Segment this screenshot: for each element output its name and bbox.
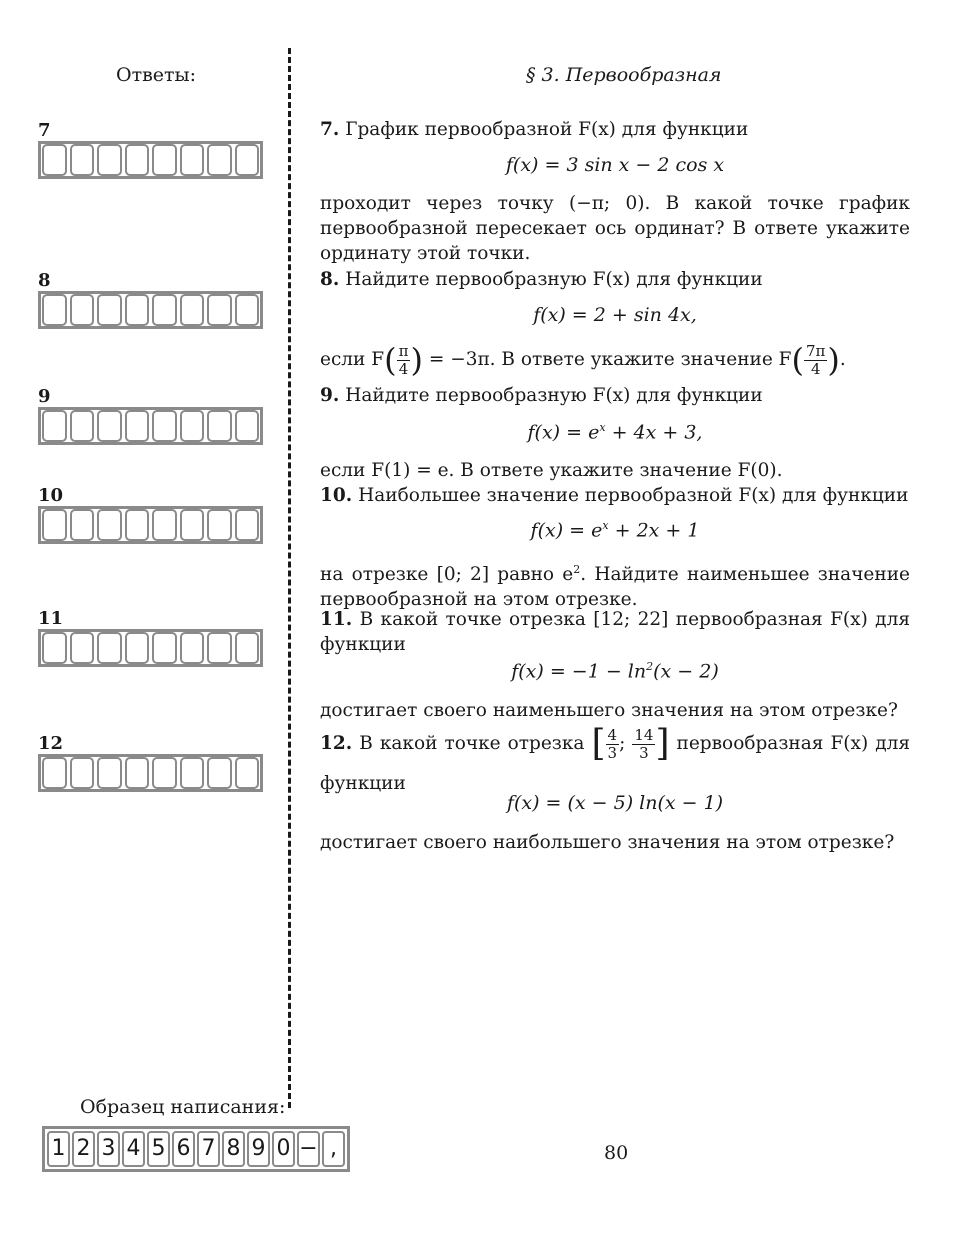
answer-number: 8: [38, 270, 51, 291]
answer-cell[interactable]: [70, 509, 95, 541]
answer-cell[interactable]: [152, 144, 177, 176]
formula-sup: x: [602, 519, 609, 532]
answer-cell[interactable]: [125, 294, 150, 326]
formula-sup: 2: [573, 563, 581, 576]
problem-9-body: если F(1) = e. В ответе укажите значение F(0).: [320, 460, 783, 481]
answer-cell[interactable]: [42, 294, 67, 326]
answer-cell[interactable]: [180, 294, 205, 326]
answer-cell[interactable]: [70, 144, 95, 176]
sample-digits: [42, 1126, 350, 1172]
answer-cells[interactable]: [38, 629, 263, 667]
sample-char: 2: [72, 1131, 95, 1167]
problem-11-formula: [320, 660, 910, 682]
sample-char: 1: [47, 1131, 70, 1167]
denominator: 4: [810, 359, 821, 378]
problem-12-body: достигает своего наибольшего значения на этом отрезке?: [320, 832, 895, 853]
problem-text: .: [839, 349, 846, 370]
problem-number: 10.: [320, 485, 353, 506]
section-title: § 3. Первообразная: [526, 64, 722, 86]
right-paren: ): [410, 341, 423, 379]
sample-char: 0: [272, 1131, 295, 1167]
answer-cell[interactable]: [207, 757, 232, 789]
answer-cell[interactable]: [207, 294, 232, 326]
answer-cell[interactable]: [70, 632, 95, 664]
separator: ;: [619, 733, 626, 754]
answer-cells[interactable]: [38, 291, 263, 329]
problem-number: 12.: [320, 733, 353, 754]
formula-part: + 4x + 3,: [605, 421, 703, 444]
answer-number: 9: [38, 386, 51, 407]
sample-char: 8: [222, 1131, 245, 1167]
numerator: 14: [634, 725, 654, 744]
answer-cell[interactable]: [180, 144, 205, 176]
problem-text: Найдите первообразную F(x) для функции: [345, 385, 763, 406]
answer-cell[interactable]: [207, 410, 232, 442]
problem-7-formula: f(x) = 3 sin x − 2 cos x: [505, 154, 725, 176]
answer-cell[interactable]: [70, 757, 95, 789]
problem-text: В какой точке отрезка: [359, 733, 585, 754]
answer-number: 12: [38, 733, 64, 754]
numerator: 4: [607, 725, 618, 744]
answer-cell[interactable]: [42, 144, 67, 176]
answer-cells[interactable]: [38, 754, 263, 792]
answer-block-9: [38, 386, 263, 445]
numerator: 7π: [806, 341, 826, 360]
answer-cell[interactable]: [235, 410, 260, 442]
answer-cell[interactable]: [125, 410, 150, 442]
answer-cell[interactable]: [97, 144, 122, 176]
problem-text: График первообразной F(x) для функции: [345, 119, 749, 140]
sample-char: 5: [147, 1131, 170, 1167]
answer-cell[interactable]: [152, 632, 177, 664]
answer-cell[interactable]: [97, 509, 122, 541]
problem-text: . Найдите наименьшее значение первообразной на этом отрезке.: [320, 564, 910, 611]
problem-text: Найдите первообразную F(x) для функции: [345, 269, 763, 290]
problem-11-body: достигает своего наименьшего значения на этом отрезке?: [320, 700, 898, 721]
formula-sup: 2: [646, 660, 654, 673]
answer-cell[interactable]: [235, 509, 260, 541]
denominator: 3: [639, 743, 649, 762]
answer-cell[interactable]: [152, 410, 177, 442]
answer-cell[interactable]: [97, 757, 122, 789]
answer-cells[interactable]: [38, 506, 263, 544]
fraction: [606, 727, 620, 762]
problem-10-formula: [320, 519, 910, 541]
problem-text: первообразная F(x) для функции: [320, 733, 911, 794]
answer-block-12: [38, 733, 263, 792]
left-paren: (: [384, 341, 397, 379]
sample-char: 3: [97, 1131, 120, 1167]
answer-cell[interactable]: [180, 509, 205, 541]
answer-cell[interactable]: [70, 410, 95, 442]
answer-cell[interactable]: [70, 294, 95, 326]
answer-block-7: [38, 120, 263, 179]
formula-part: f(x) = −1 − ln: [511, 660, 647, 683]
answer-block-8: [38, 270, 263, 329]
problem-12-formula: f(x) = (x − 5) ln(x − 1): [506, 792, 724, 814]
problem-number: 8.: [320, 269, 340, 290]
answer-cell[interactable]: [180, 410, 205, 442]
answer-cell[interactable]: [207, 144, 232, 176]
answer-cell[interactable]: [42, 509, 67, 541]
answer-cell[interactable]: [97, 294, 122, 326]
answer-cell[interactable]: [180, 632, 205, 664]
problem-11-intro: [320, 607, 910, 657]
problem-8-intro: [320, 267, 910, 292]
sample-char: 7: [197, 1131, 220, 1167]
right-paren: ): [827, 341, 840, 379]
denominator: 3: [607, 743, 618, 762]
answer-cell[interactable]: [125, 632, 150, 664]
answer-cell[interactable]: [97, 410, 122, 442]
problem-text: Наибольшее значение первообразной F(x) для функции: [358, 485, 909, 506]
answer-cell[interactable]: [235, 757, 260, 789]
sample-char: 4: [122, 1131, 145, 1167]
answer-cell[interactable]: [125, 144, 150, 176]
answers-heading: Ответы:: [116, 64, 197, 86]
answer-cell[interactable]: [42, 410, 67, 442]
left-paren: (: [791, 341, 805, 379]
answer-cell[interactable]: [207, 632, 232, 664]
problem-text: = −3π. В ответе укажите значение F: [428, 349, 792, 370]
fraction: [397, 343, 411, 378]
formula-part: f(x) = e: [530, 519, 603, 542]
formula-part: (x − 2): [653, 660, 719, 683]
answer-cell[interactable]: [42, 757, 67, 789]
denominator: 4: [398, 359, 409, 378]
answer-cell[interactable]: [235, 144, 260, 176]
sample-char: 6: [172, 1131, 195, 1167]
formula-part: + 2x + 1: [608, 519, 700, 542]
problem-number: 9.: [320, 385, 340, 406]
fraction: [804, 343, 827, 378]
sample-char: 9: [247, 1131, 270, 1167]
formula-part: f(x) = e: [527, 421, 600, 444]
problem-7-body: проходит через точку (−π; 0). В какой точке график первообразной пересекает ось ординат? В ответе укажите ординату этой точки.: [320, 193, 910, 264]
problem-text: на отрезке [0; 2] равно e: [320, 564, 574, 586]
answer-cell[interactable]: [42, 632, 67, 664]
problem-9-intro: [320, 383, 910, 408]
problem-8-body: [320, 340, 910, 380]
answer-cell[interactable]: [97, 632, 122, 664]
sample-label: Образец написания:: [80, 1096, 286, 1118]
answer-cell[interactable]: [152, 509, 177, 541]
problem-number: 11.: [320, 609, 353, 630]
problem-10-intro: [320, 483, 910, 508]
answer-cells[interactable]: [38, 141, 263, 179]
problem-9-formula: [320, 421, 910, 443]
answer-number: 7: [38, 120, 51, 141]
numerator: π: [398, 341, 409, 360]
problem-7-intro: [320, 117, 910, 142]
problem-text: В какой точке отрезка [12; 22] первообразная F(x) для функции: [320, 609, 910, 655]
answer-cell[interactable]: [235, 294, 260, 326]
sample-char: ,: [322, 1131, 345, 1167]
answer-cells[interactable]: [38, 407, 263, 445]
sample-char: −: [297, 1131, 320, 1167]
answer-cell[interactable]: [235, 632, 260, 664]
problem-8-formula: f(x) = 2 + sin 4x,: [533, 304, 697, 326]
answer-number: 10: [38, 485, 64, 506]
answer-cell[interactable]: [125, 509, 150, 541]
problem-text: если F: [320, 349, 385, 370]
left-bracket: [: [591, 723, 606, 764]
problem-number: 7.: [320, 119, 340, 140]
answer-block-11: [38, 608, 263, 667]
page-number: 80: [604, 1142, 629, 1164]
right-bracket: ]: [655, 723, 670, 764]
answer-number: 11: [38, 608, 64, 629]
answer-cell[interactable]: [125, 757, 150, 789]
answer-cell[interactable]: [207, 509, 232, 541]
dashed-divider: [288, 48, 291, 1108]
formula-sup: x: [599, 421, 606, 434]
answer-cell[interactable]: [152, 757, 177, 789]
answer-block-10: [38, 485, 263, 544]
fraction: [632, 727, 655, 762]
answer-cell[interactable]: [152, 294, 177, 326]
answer-cell[interactable]: [180, 757, 205, 789]
problem-10-body: [320, 557, 910, 612]
